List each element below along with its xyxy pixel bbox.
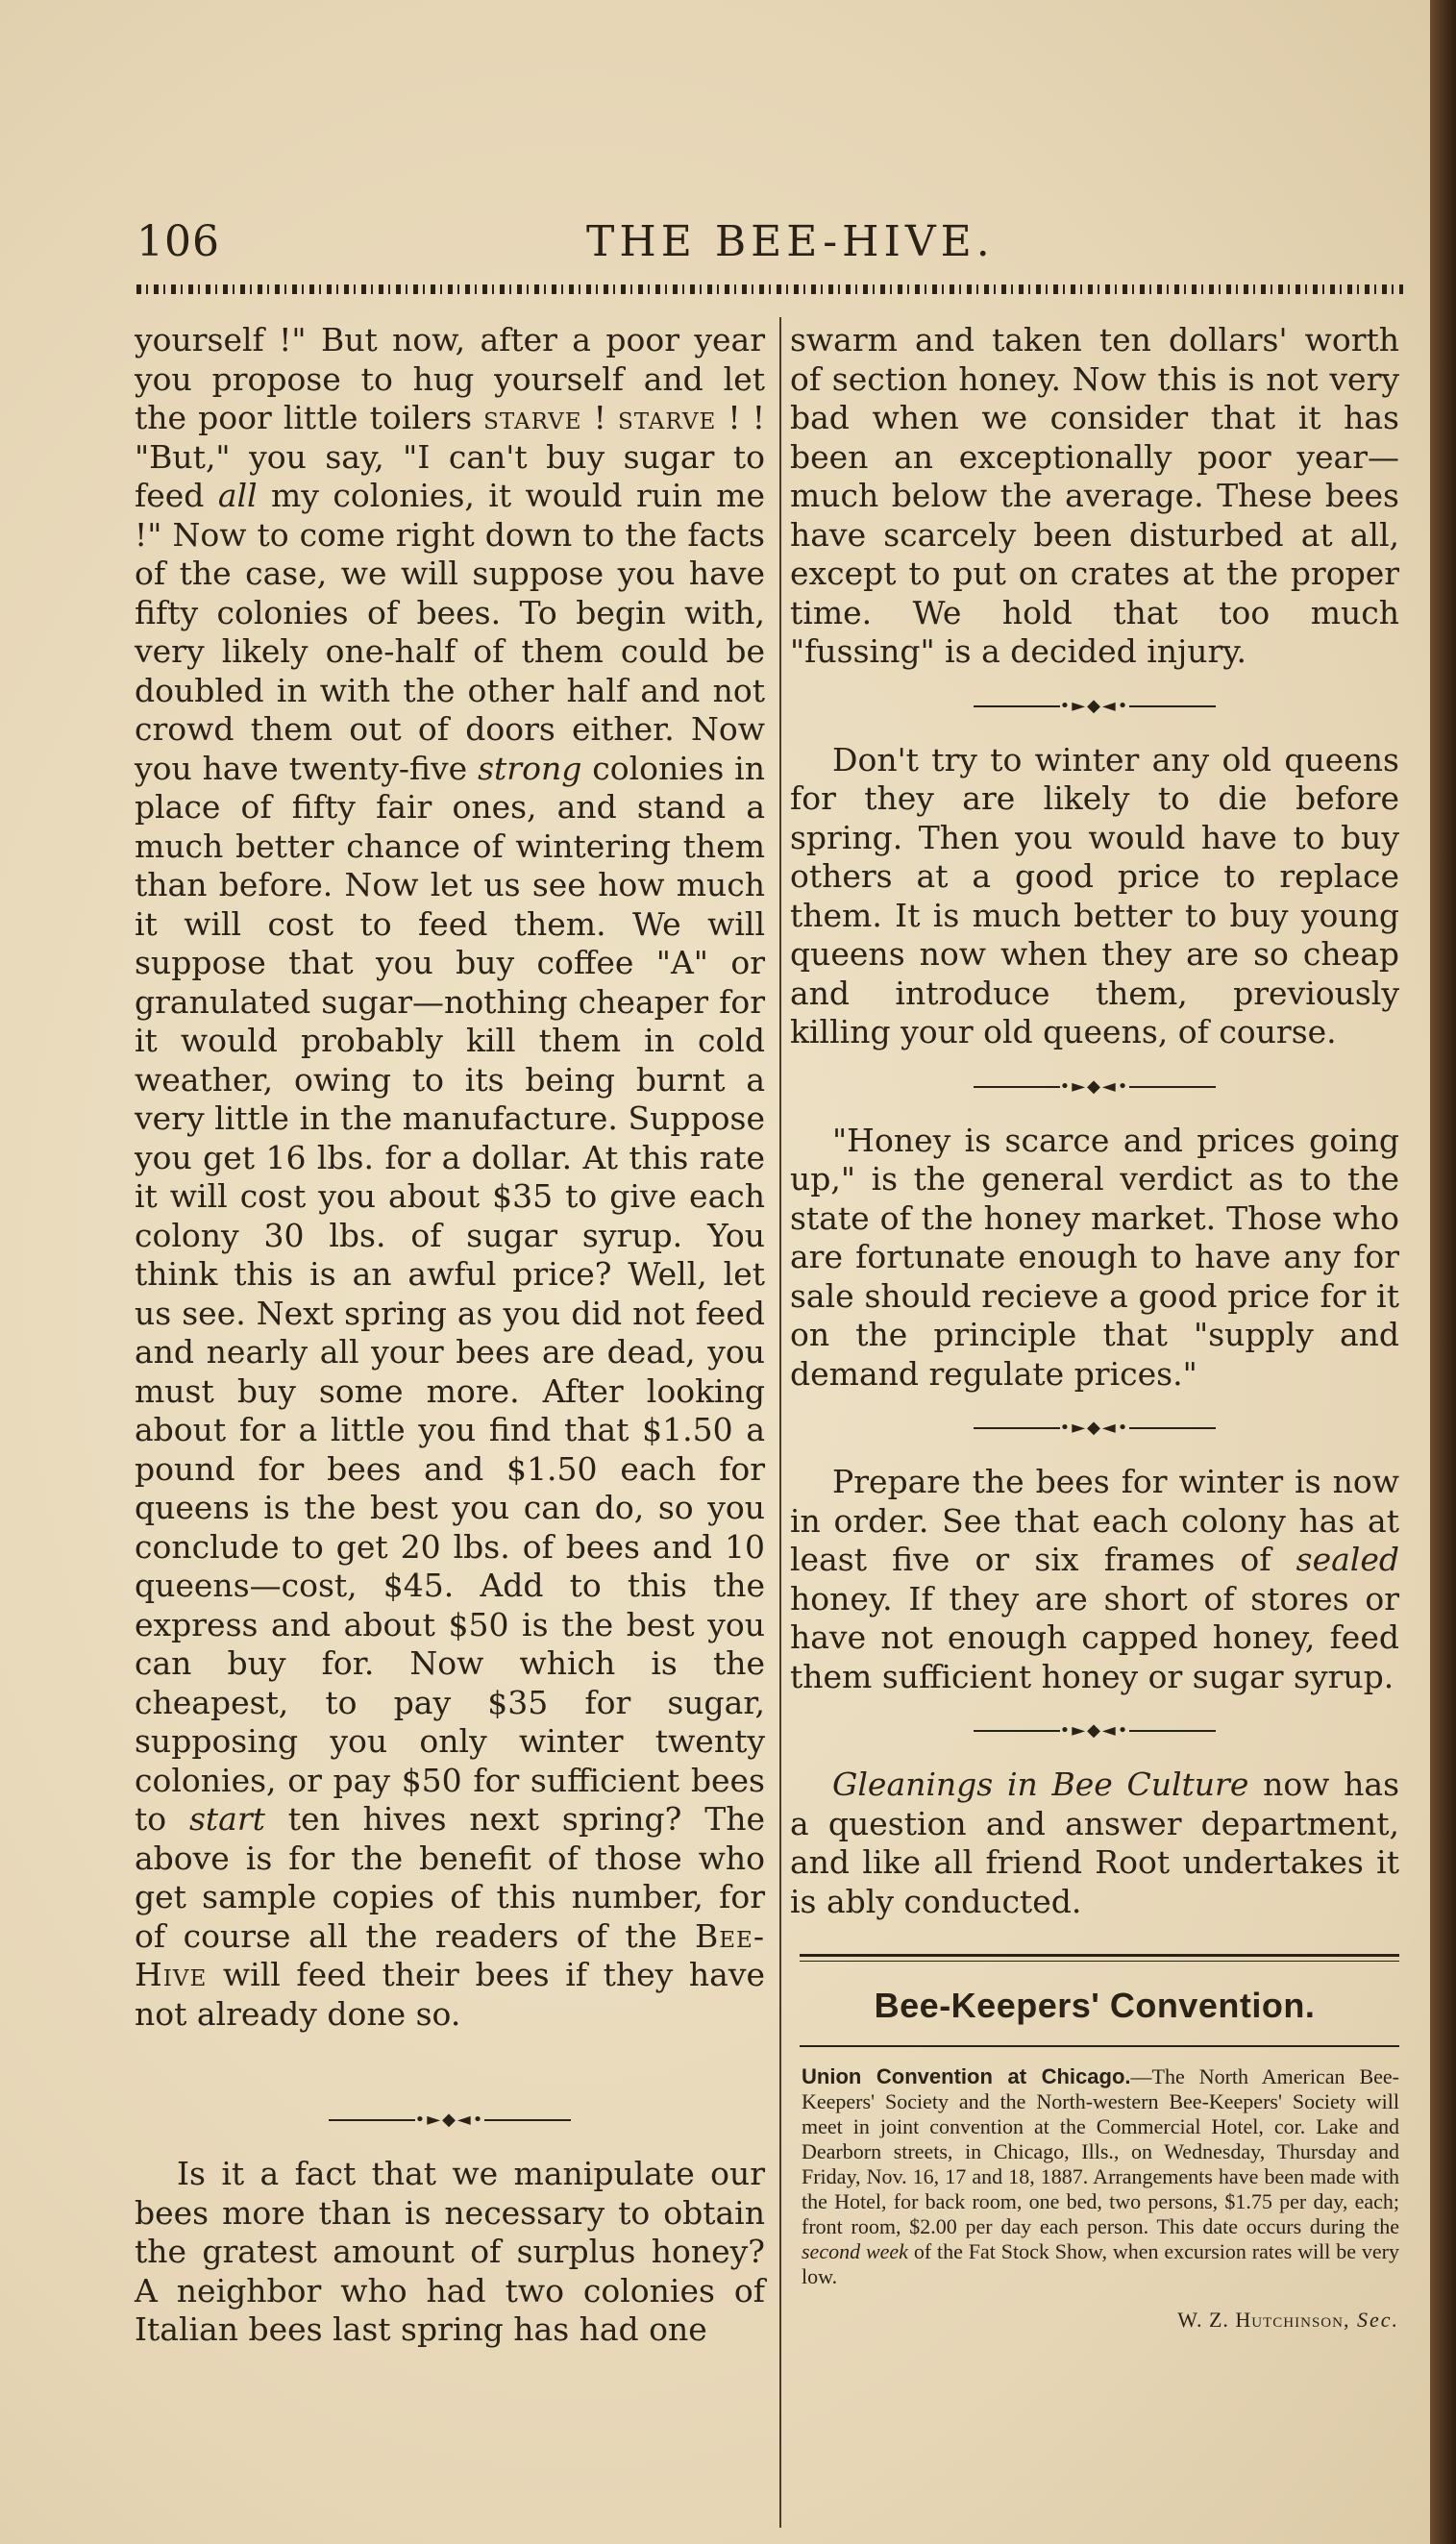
text-run-italic: second week [802,2238,908,2263]
right-paragraph-prepare-winter [790,1463,1399,1696]
right-paragraph-old-queens: Don't try to winter any old queens for they are likely to die before spring. Then you would have to buy others at a good price to replace them. It is much better to buy young queens now when they are so cheap and introduce them, previously killing your old queens, of course. [790,740,1399,1050]
signature-name: W. Z. Hutchinson, [1177,2307,1350,2332]
text-run: colonies in place of fifty fair ones, and stand a much better chance of wintering them than before. Now let us see how much it will cost to feed them. We will suppose that you buy coffee "A" or granulated sugar—nothing cheaper for it would probably kill them in cold weather, owing to its being burnt a very little in the manufacture. Suppose you get 16 lbs. for a dollar. At this rate it will cost you about $35 to give each colony 30 lbs. of sugar syrup. You think this is an awful price? Well, let us see. Next spring as you did not feed and nearly all your bees are dead, you must buy some more. After looking about for a little you find that $1.50 a pound for bees and $1.50 each for queens is the best you can do, so you conclude to get 20 lbs. of bees and 10 queens—cost, $45. Add to this the express and about $50 is the best you can buy for. Now which is the cheapest, to pay $35 for sugar, supposing you only winter twenty colonies, or pay $50 for sufficient bees to [135,749,765,1838]
right-paragraph-gleanings [790,1766,1399,1921]
ornament-divider: •►◆◄• [135,2111,765,2130]
signature-title: Sec. [1349,2307,1399,2332]
section-heading: Bee-Keepers' Convention. [874,1986,1316,2025]
ornament-divider: •►◆◄• [790,1419,1399,1438]
left-paragraph-feeding [135,321,765,2034]
text-run: ! [581,399,618,436]
text-run: —The North American Bee-Keepers' Society and the North-western Bee-Keepers' Society will meet in joint convention at the Commercial Hotel, cor. Lake and Dearborn streets, in Chicago, Ills., on Wednesday, Thursday and Friday, Nov. 16, 17 and 18, 1887. Arrangements have been made with the Hotel, for back room, one bed, two persons, $1.75 per day, each; front room, $2.00 per day each person. This date occurs during the [802,2063,1399,2238]
left-paragraph-manipulate: Is it a fact that we manipulate our bees more than is necessary to obtain the gratest amount of surplus honey? A neighbor who had two colonies of Italian bees last spring has had one [135,2155,765,2348]
text-run-italic: strong [478,749,582,787]
book-spine-edge [1430,0,1456,2544]
section-heading-rule [800,2045,1399,2047]
right-column [790,321,1399,2339]
text-run: my colonies, it would ruin me !" Now to come right down to the facts of the case, we will suppose you have fifty colonies of bees. To begin with, very likely one-half of them could be doubled in with the other half and not crowd them out of doors either. Now you have twenty-five [135,477,765,787]
ornament-divider: •►◆◄• [790,1077,1399,1097]
text-run: honey. If they are short of stores or have not enough capped honey, feed them sufficient honey or sugar syrup. [790,1579,1399,1695]
text-run: of the Fat Stock Show, when excursion rates will be very low. [802,2238,1399,2288]
section-rule-heavy [800,1954,1399,1957]
text-run: yourself !" But now, after a poor year you propose to hug yourself and let the poor little toilers [135,321,765,436]
section-rule-thin [800,1961,1399,1962]
text-run-italic: all [217,477,258,514]
right-paragraph-swarm: swarm and taken ten dollars' worth of section honey. Now this is not very bad when we consider that it has been an exceptionally poor year—much below the average. These bees have scarcely been disturbed at all, except to put on crates at the proper time. We hold that too much "fussing" is a decided injury. [790,321,1399,670]
page-number: 106 [136,217,220,266]
text-run-italic: Gleanings in Bee Culture [832,1766,1249,1803]
text-run: ! ! "But," you say, "I can't buy sugar to feed [135,399,765,514]
text-run-smallcaps: starve [617,399,717,436]
ornament-divider: •►◆◄• [790,1721,1399,1741]
text-run: Prepare the bees for winter is now in order. See that each colony has at least five or six frames of [790,1463,1399,1578]
text-run-smallcaps: starve [483,399,582,436]
notice-lead: Union Convention at Chicago. [802,2063,1131,2088]
header-ornamental-rule [136,284,1403,294]
convention-notice [802,2064,1399,2289]
column-divider [779,317,781,2528]
text-run: will feed their bees if they have not already done so. [135,1956,765,2033]
text-run: ten hives next spring? The above is for the benefit of those who get sample copies of this number, for of course all the readers of the [135,1800,765,1955]
text-run-italic: sealed [1296,1541,1399,1578]
text-run-smallcaps: Bee-Hive [135,1916,765,1993]
signature [790,2301,1399,2340]
text-run-italic: start [188,1800,265,1838]
ornament-divider: •►◆◄• [790,697,1399,716]
left-column [135,321,765,2350]
right-paragraph-honey-market: "Honey is scarce and prices going up," is the general verdict as to the state of the honey market. Those who are fortunate enough to have any for sale should recieve a good price for it on the principle that "supply and demand regulate prices." [790,1121,1399,1393]
running-head: THE BEE-HIVE. [586,217,995,266]
text-run: now has a question and answer department, and like all friend Root undertakes it is ably conducted. [790,1766,1400,1920]
